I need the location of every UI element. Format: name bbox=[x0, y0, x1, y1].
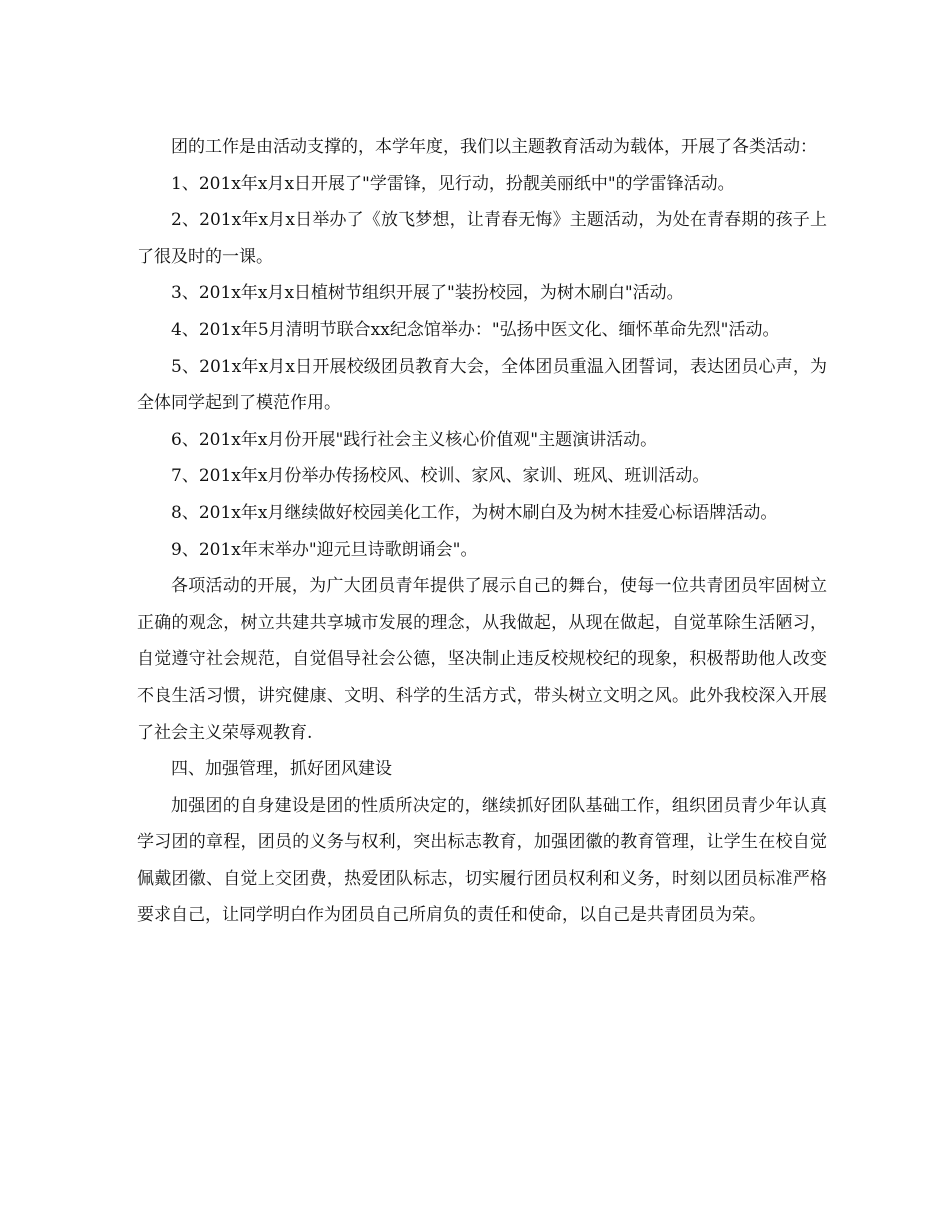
paragraph-item-5: 5、201x年x月x日开展校级团员教育大会，全体团员重温入团誓词，表达团员心声，为全体同学起到了模范作用。 bbox=[137, 356, 827, 414]
paragraph-summary: 各项活动的开展，为广大团员青年提供了展示自己的舞台，使每一位共青团员牢固树立正确的观念，树立共建共享城市发展的理念，从我做起，从现在做起，自觉革除生活陋习，自觉遵守社会规范，自觉倡导社会公德，坚决制止违反校规校纪的现象，积极帮助他人改变不良生活习惯，讲究健康、文明、科学的生活方式，带头树立文明之风。此外我校深入开展了社会主义荣辱观教育. bbox=[137, 576, 827, 743]
paragraph-item-9: 9、201x年末举办"迎元旦诗歌朗诵会"。 bbox=[171, 539, 478, 560]
paragraph-intro: 团的工作是由活动支撑的，本学年度，我们以主题教育活动为载体，开展了各类活动： bbox=[171, 137, 817, 157]
paragraph-item-6: 6、201x年x月份开展"践行社会主义核心价值观"主题演讲活动。 bbox=[171, 429, 658, 450]
paragraph-item-1: 1、201x年x月x日开展了"学雷锋，见行动，扮靓美丽纸中"的学雷锋活动。 bbox=[171, 173, 735, 194]
paragraph-item-3: 3、201x年x月x日植树节组织开展了"装扮校园，为树木刷白"活动。 bbox=[171, 283, 684, 304]
paragraph-item-8: 8、201x年x月继续做好校园美化工作，为树木刷白及为树木挂爱心标语牌活动。 bbox=[171, 502, 778, 523]
section-heading: 四、加强管理，抓好团风建设 bbox=[171, 759, 392, 780]
paragraph-item-2: 2、201x年x月x日举办了《放飞梦想，让青春无悔》主题活动，为处在青春期的孩子上了很及时的一课。 bbox=[137, 210, 827, 267]
paragraph-management: 加强团的自身建设是团的性质所决定的，继续抓好团队基础工作，组织团员青少年认真学习团的章程，团员的义务与权利，突出标志教育，加强团徽的教育管理，让学生在校自觉佩戴团徽、自觉上交团费，热爱团队标志，切实履行团员权利和义务，时刻以团员标准严格要求自己，让同学明白作为团员自己所肩负的责任和使命，以自己是共青团员为荣。 bbox=[137, 795, 827, 926]
document-body bbox=[137, 129, 827, 934]
paragraph-item-4: 4、201x年5月清明节联合xx纪念馆举办："弘扬中医文化、缅怀革命先烈"活动。 bbox=[171, 319, 780, 340]
paragraph-item-7: 7、201x年x月份举办传扬校风、校训、家风、家训、班风、班训活动。 bbox=[171, 466, 710, 487]
